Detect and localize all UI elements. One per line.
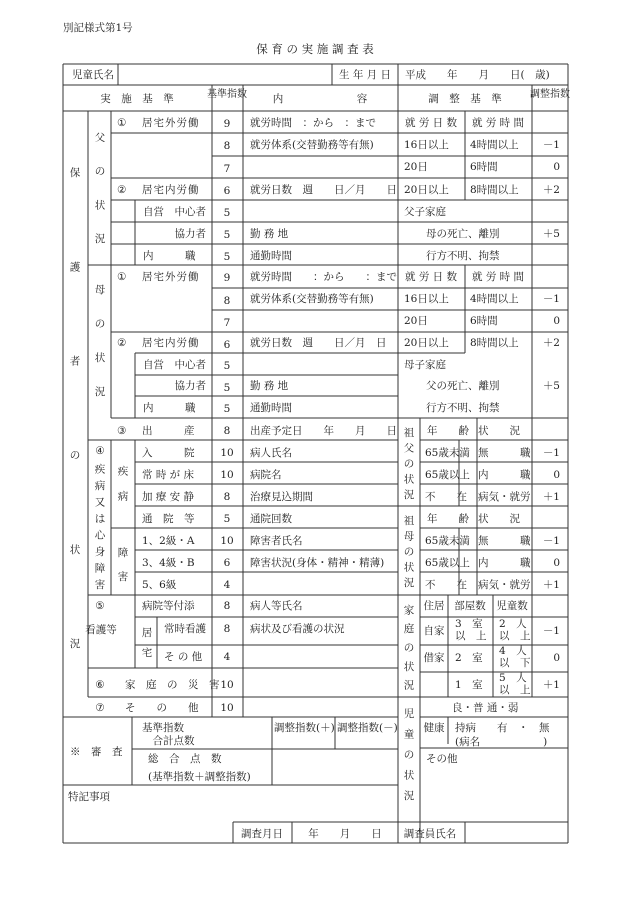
grandfather-label: 状 <box>403 473 415 486</box>
child-status-label: 状 <box>403 769 415 782</box>
form-label: 不 在 <box>425 579 467 591</box>
grandmother-label: 母 <box>403 530 415 543</box>
illness-section-label: 身 <box>94 545 106 558</box>
grandfather-label: 父 <box>403 442 415 455</box>
form-label: 居宅内労働 <box>142 337 200 349</box>
housing-label: 家 <box>403 604 415 617</box>
form-label: 10 <box>220 679 234 691</box>
form-label: 児童数 <box>496 600 528 612</box>
form-label: 児童氏名 <box>72 69 114 81</box>
form-label: 2 人 <box>499 618 527 630</box>
form-label: 出産予定日 年 月 日 <box>250 425 397 437</box>
illness-section-label: 害 <box>94 578 106 591</box>
form-label: 病気・就労 <box>478 491 531 503</box>
form-label: 16日以上 <box>404 139 449 151</box>
grandmother-label: 状 <box>403 561 415 574</box>
form-label: 調整指数(＋) <box>274 722 335 734</box>
illness-section-label: 心 <box>94 529 106 542</box>
base-index-value: 6 <box>223 557 231 569</box>
section-label-protector: 況 <box>69 637 81 650</box>
mother-section-label: 状 <box>94 352 106 364</box>
form-label: 就労体系(交替勤務等有無) <box>250 293 374 305</box>
base-index-value: 5 <box>223 229 231 241</box>
form-label: 不 在 <box>425 491 467 503</box>
grandfather-label: 況 <box>403 489 415 502</box>
form-label: 調査月日 <box>241 828 283 840</box>
care-label: 看護等 <box>85 624 117 636</box>
form-label: 以 上 <box>499 630 531 642</box>
father-section-label: 状 <box>94 199 106 212</box>
form-label: 65歳以上 <box>425 557 470 569</box>
form-label: 5、6級 <box>142 579 177 591</box>
base-index-value: 7 <box>223 317 231 329</box>
form-label: ② <box>117 184 127 196</box>
form-label: ② <box>117 337 127 349</box>
form-label: 病院等付添 <box>142 600 195 612</box>
form-label: 内 職 <box>478 469 531 481</box>
grandmother-label: 況 <box>403 577 415 590</box>
form-label: 状 況 <box>478 425 520 437</box>
form-label: 内 容 <box>272 93 368 105</box>
form-label: そ の 他 <box>164 651 203 663</box>
form-label: ④ <box>95 445 105 457</box>
review-label: ※ 審 査 <box>70 746 123 758</box>
section-label-protector: 護 <box>69 261 81 274</box>
sick-label: 疾 <box>117 465 129 478</box>
grandmother-label: の <box>403 546 415 558</box>
form-label: 協力者 <box>174 228 206 240</box>
form-label: －1 <box>542 625 560 637</box>
form-label: ＋5 <box>542 380 560 392</box>
housing-label: 庭 <box>403 623 415 636</box>
sick-label: 病 <box>117 490 129 503</box>
father-section-label: の <box>94 165 106 178</box>
form-label: 調査員氏名 <box>403 828 457 840</box>
form-label: 8 <box>223 623 231 635</box>
illness-section-label: 疾 <box>94 463 106 476</box>
form-label: 65歳未満 <box>425 447 470 459</box>
form-label: 常 時 が 床 <box>142 469 195 481</box>
base-index-value: 5 <box>223 251 231 263</box>
form-label: 自家 <box>423 625 445 637</box>
base-index-value: 5 <box>223 513 231 525</box>
form-label: 0 <box>553 469 560 481</box>
form-label: 就労体系(交替勤務等有無) <box>250 139 374 151</box>
base-index-value: 7 <box>223 163 231 175</box>
form-label: ⑦ <box>95 702 105 714</box>
form-label: 部屋数 <box>454 600 486 612</box>
form-label: 以 上 <box>499 684 531 696</box>
form-label: 就労日数 週 日／月 日 <box>250 337 387 349</box>
child-status-label: 況 <box>403 789 415 802</box>
form-label: そ の 他 <box>125 702 199 714</box>
form-label: －1 <box>542 293 560 305</box>
form-label: 就 労 時 間 <box>471 117 525 129</box>
form-label: 居宅外労働 <box>142 271 200 283</box>
form-label: 加 療 安 静 <box>142 491 195 503</box>
form-label: 病院名 <box>250 469 282 481</box>
form-label: 通院回数 <box>250 513 292 525</box>
form-label: 行方不明、拘禁 <box>426 402 500 414</box>
form-label: 生 年 月 日 <box>338 69 392 81</box>
home-label: 宅 <box>141 647 153 659</box>
form-label: 協力者 <box>174 380 206 392</box>
form-label: 自営 中心者 <box>143 359 206 371</box>
base-index-value: 4 <box>223 579 231 591</box>
home-label: 居 <box>141 627 153 639</box>
form-label: 就労日数 週 日／月 日 <box>250 184 397 196</box>
form-label: 父の死亡、離別 <box>426 380 500 392</box>
base-index-value: 5 <box>223 207 231 219</box>
form-label: －1 <box>542 447 560 459</box>
housing-label: 状 <box>403 660 415 673</box>
form-label: 8 <box>223 600 231 612</box>
form-label: 就 労 日 数 <box>404 117 458 129</box>
mother-section-label: 況 <box>94 386 106 398</box>
form-label: 勤 務 地 <box>250 380 289 392</box>
form-label: 行方不明、拘禁 <box>426 250 500 262</box>
form-label: 0 <box>553 161 560 173</box>
grandfather-label: 祖 <box>403 426 415 439</box>
form-label: 基準指数 <box>142 722 184 734</box>
form-label: 通勤時間 <box>250 250 292 262</box>
form-label: 3 室 <box>455 618 483 630</box>
form-label: 母子家庭 <box>404 359 446 371</box>
form-label: 常時看護 <box>164 623 206 635</box>
form-label: 就労時間 ：から ：まで <box>250 271 397 283</box>
form-label: 勤 務 地 <box>250 228 289 240</box>
form-label: 2 室 <box>455 652 483 664</box>
form-label: 就労時間 ：から ：まで <box>250 117 376 129</box>
form-label: ① <box>117 117 127 129</box>
form-label: 1 室 <box>455 679 483 691</box>
form-label: 自営 中心者 <box>143 206 206 218</box>
form-label: 健康 <box>423 722 445 734</box>
form-label: 特記事項 <box>68 791 110 803</box>
form-label: 8時間以上 <box>470 337 519 349</box>
base-index-value: 6 <box>223 185 231 197</box>
illness-section-label: 病 <box>94 479 106 492</box>
child-status-label: の <box>403 749 415 761</box>
form-label: 8時間以上 <box>470 184 519 196</box>
child-status-label: 児 <box>403 708 415 721</box>
section-label-protector: 者 <box>69 355 81 368</box>
child-status-label: 童 <box>403 728 415 741</box>
housing-label: 況 <box>403 679 415 692</box>
form-label: 居宅内労働 <box>142 184 200 196</box>
illness-section-label: 又 <box>94 496 106 509</box>
form-label: 病気・就労 <box>478 579 531 591</box>
form-label: ＋2 <box>542 337 560 349</box>
section-label-protector: 状 <box>69 543 81 556</box>
form-label: ＋5 <box>542 228 560 240</box>
base-index-value: 5 <box>223 382 231 394</box>
form-label: 合計点数 <box>142 735 195 747</box>
form-label: 病人等氏名 <box>250 600 303 612</box>
mother-section-label: の <box>94 318 106 330</box>
form-label: 以 下 <box>499 657 531 669</box>
form-label: 5 人 <box>499 672 527 684</box>
base-index-value: 9 <box>223 272 231 284</box>
base-index-value: 10 <box>220 535 234 547</box>
form-label: 障害者氏名 <box>250 535 303 547</box>
father-section-label: 父 <box>94 131 106 144</box>
form-label: 母の死亡、離別 <box>426 228 500 240</box>
form-label: －1 <box>542 535 560 547</box>
base-index-value: 8 <box>223 491 231 503</box>
base-index-value: 10 <box>220 469 234 481</box>
base-index-value: 9 <box>223 118 231 130</box>
base-index-value: 8 <box>223 425 231 437</box>
grandmother-label: 祖 <box>403 514 415 527</box>
form-label: 3、4級・B <box>142 557 195 569</box>
form-label: 20日 <box>404 161 428 173</box>
form-label: 0 <box>553 652 560 664</box>
base-index-value: 8 <box>223 140 231 152</box>
form-label: 父子家庭 <box>404 206 446 218</box>
form-label: ⑥ <box>95 679 105 691</box>
form-label: －1 <box>542 139 560 151</box>
form-label: 病状及び看護の状況 <box>250 623 345 635</box>
mother-section-label: 母 <box>94 284 106 296</box>
housing-label: の <box>403 642 415 654</box>
form-label: 借家 <box>423 652 445 664</box>
form-label: 出 産 <box>142 425 195 437</box>
form-label: ＋1 <box>542 491 560 503</box>
form-label: 住居 <box>423 600 445 612</box>
form-label: ③ <box>117 425 127 437</box>
form-number: 別記様式第1号 <box>63 22 133 34</box>
father-section-label: 況 <box>94 233 106 246</box>
form-label: 無 職 <box>478 447 531 459</box>
form-label: 1、2級・A <box>142 535 195 547</box>
grandfather-label: の <box>403 458 415 470</box>
form-label: 就 労 日 数 <box>404 271 458 283</box>
form-label: 65歳未満 <box>425 535 470 547</box>
form-label: 以 上 <box>455 630 487 642</box>
form-label: 年 齢 <box>427 513 469 525</box>
form-label: 状 況 <box>478 513 520 525</box>
form-label: 4 <box>223 651 231 663</box>
form-label: 4 人 <box>499 645 527 657</box>
form-label: 10 <box>220 702 234 714</box>
base-index-value: 10 <box>220 447 234 459</box>
form-label: (基準指数＋調整指数) <box>148 771 251 783</box>
form-label: 家 庭 の 災 害 <box>125 679 220 691</box>
disability-label: 障 <box>117 547 129 559</box>
form-label: 65歳以上 <box>425 469 470 481</box>
form-label: ＋2 <box>542 184 560 196</box>
form-label: 居宅外労働 <box>142 117 200 129</box>
form-label: 内 職 <box>143 250 196 262</box>
form-label: 内 職 <box>478 557 531 569</box>
base-index-value: 6 <box>223 339 231 351</box>
form-label: 良・普 通・弱 <box>452 702 519 714</box>
col-header: 基準指数 <box>207 89 247 100</box>
form-label: 障害状況(身体・精神・精薄) <box>250 557 385 569</box>
illness-section-label: 障 <box>94 562 106 575</box>
form-label: 調整指数(－) <box>337 722 398 734</box>
form-label: 入 院 <box>142 447 195 459</box>
illness-section-label: は <box>94 512 106 525</box>
form-label: ① <box>117 271 127 283</box>
form-label: 20日 <box>404 315 428 327</box>
base-index-value: 5 <box>223 360 231 372</box>
form-label: 持病 有 ・ 無 <box>455 722 550 734</box>
form-label: 4時間以上 <box>470 139 519 151</box>
section-label-protector: 保 <box>69 167 81 180</box>
form-label: (病名 ) <box>455 736 548 748</box>
form-label: 実 施 基 準 <box>100 93 174 105</box>
form-label: 調 整 基 準 <box>428 93 502 105</box>
form-label: 6時間 <box>470 315 498 327</box>
form-label: 4時間以上 <box>470 293 519 305</box>
section-label-protector: の <box>69 449 81 462</box>
form-label: 年 月 日 <box>308 828 382 840</box>
form-label: 内 職 <box>143 402 196 414</box>
base-index-value: 5 <box>223 403 231 415</box>
form-label: ⑤ <box>95 600 105 612</box>
form-label: 就 労 時 間 <box>471 271 525 283</box>
form-label: 20日以上 <box>404 184 449 196</box>
form-label: 16日以上 <box>404 293 449 305</box>
form-label: 平成 年 月 日( 歳) <box>405 69 550 81</box>
form-label: 6時間 <box>470 161 498 173</box>
form-label: 通 院 等 <box>142 513 195 525</box>
form-label: 0 <box>553 315 560 327</box>
form-label: 無 職 <box>478 535 531 547</box>
form-label: 通勤時間 <box>250 402 292 414</box>
form-label: 調整指数 <box>530 89 570 100</box>
form-label: ＋1 <box>542 679 560 691</box>
form-label: 20日以上 <box>404 337 449 349</box>
form-label: 年 齢 <box>427 425 469 437</box>
form-label: 0 <box>553 557 560 569</box>
base-index-value: 8 <box>223 295 231 307</box>
page-title: 保 育 の 実 施 調 査 表 <box>256 42 374 56</box>
form-label: 総 合 点 数 <box>148 753 222 765</box>
form-label: その他 <box>426 753 458 765</box>
form-label: ＋1 <box>542 579 560 591</box>
disability-label: 害 <box>117 571 129 583</box>
form-label: 病人氏名 <box>250 447 292 459</box>
form-label: 治療見込期間 <box>250 491 313 503</box>
